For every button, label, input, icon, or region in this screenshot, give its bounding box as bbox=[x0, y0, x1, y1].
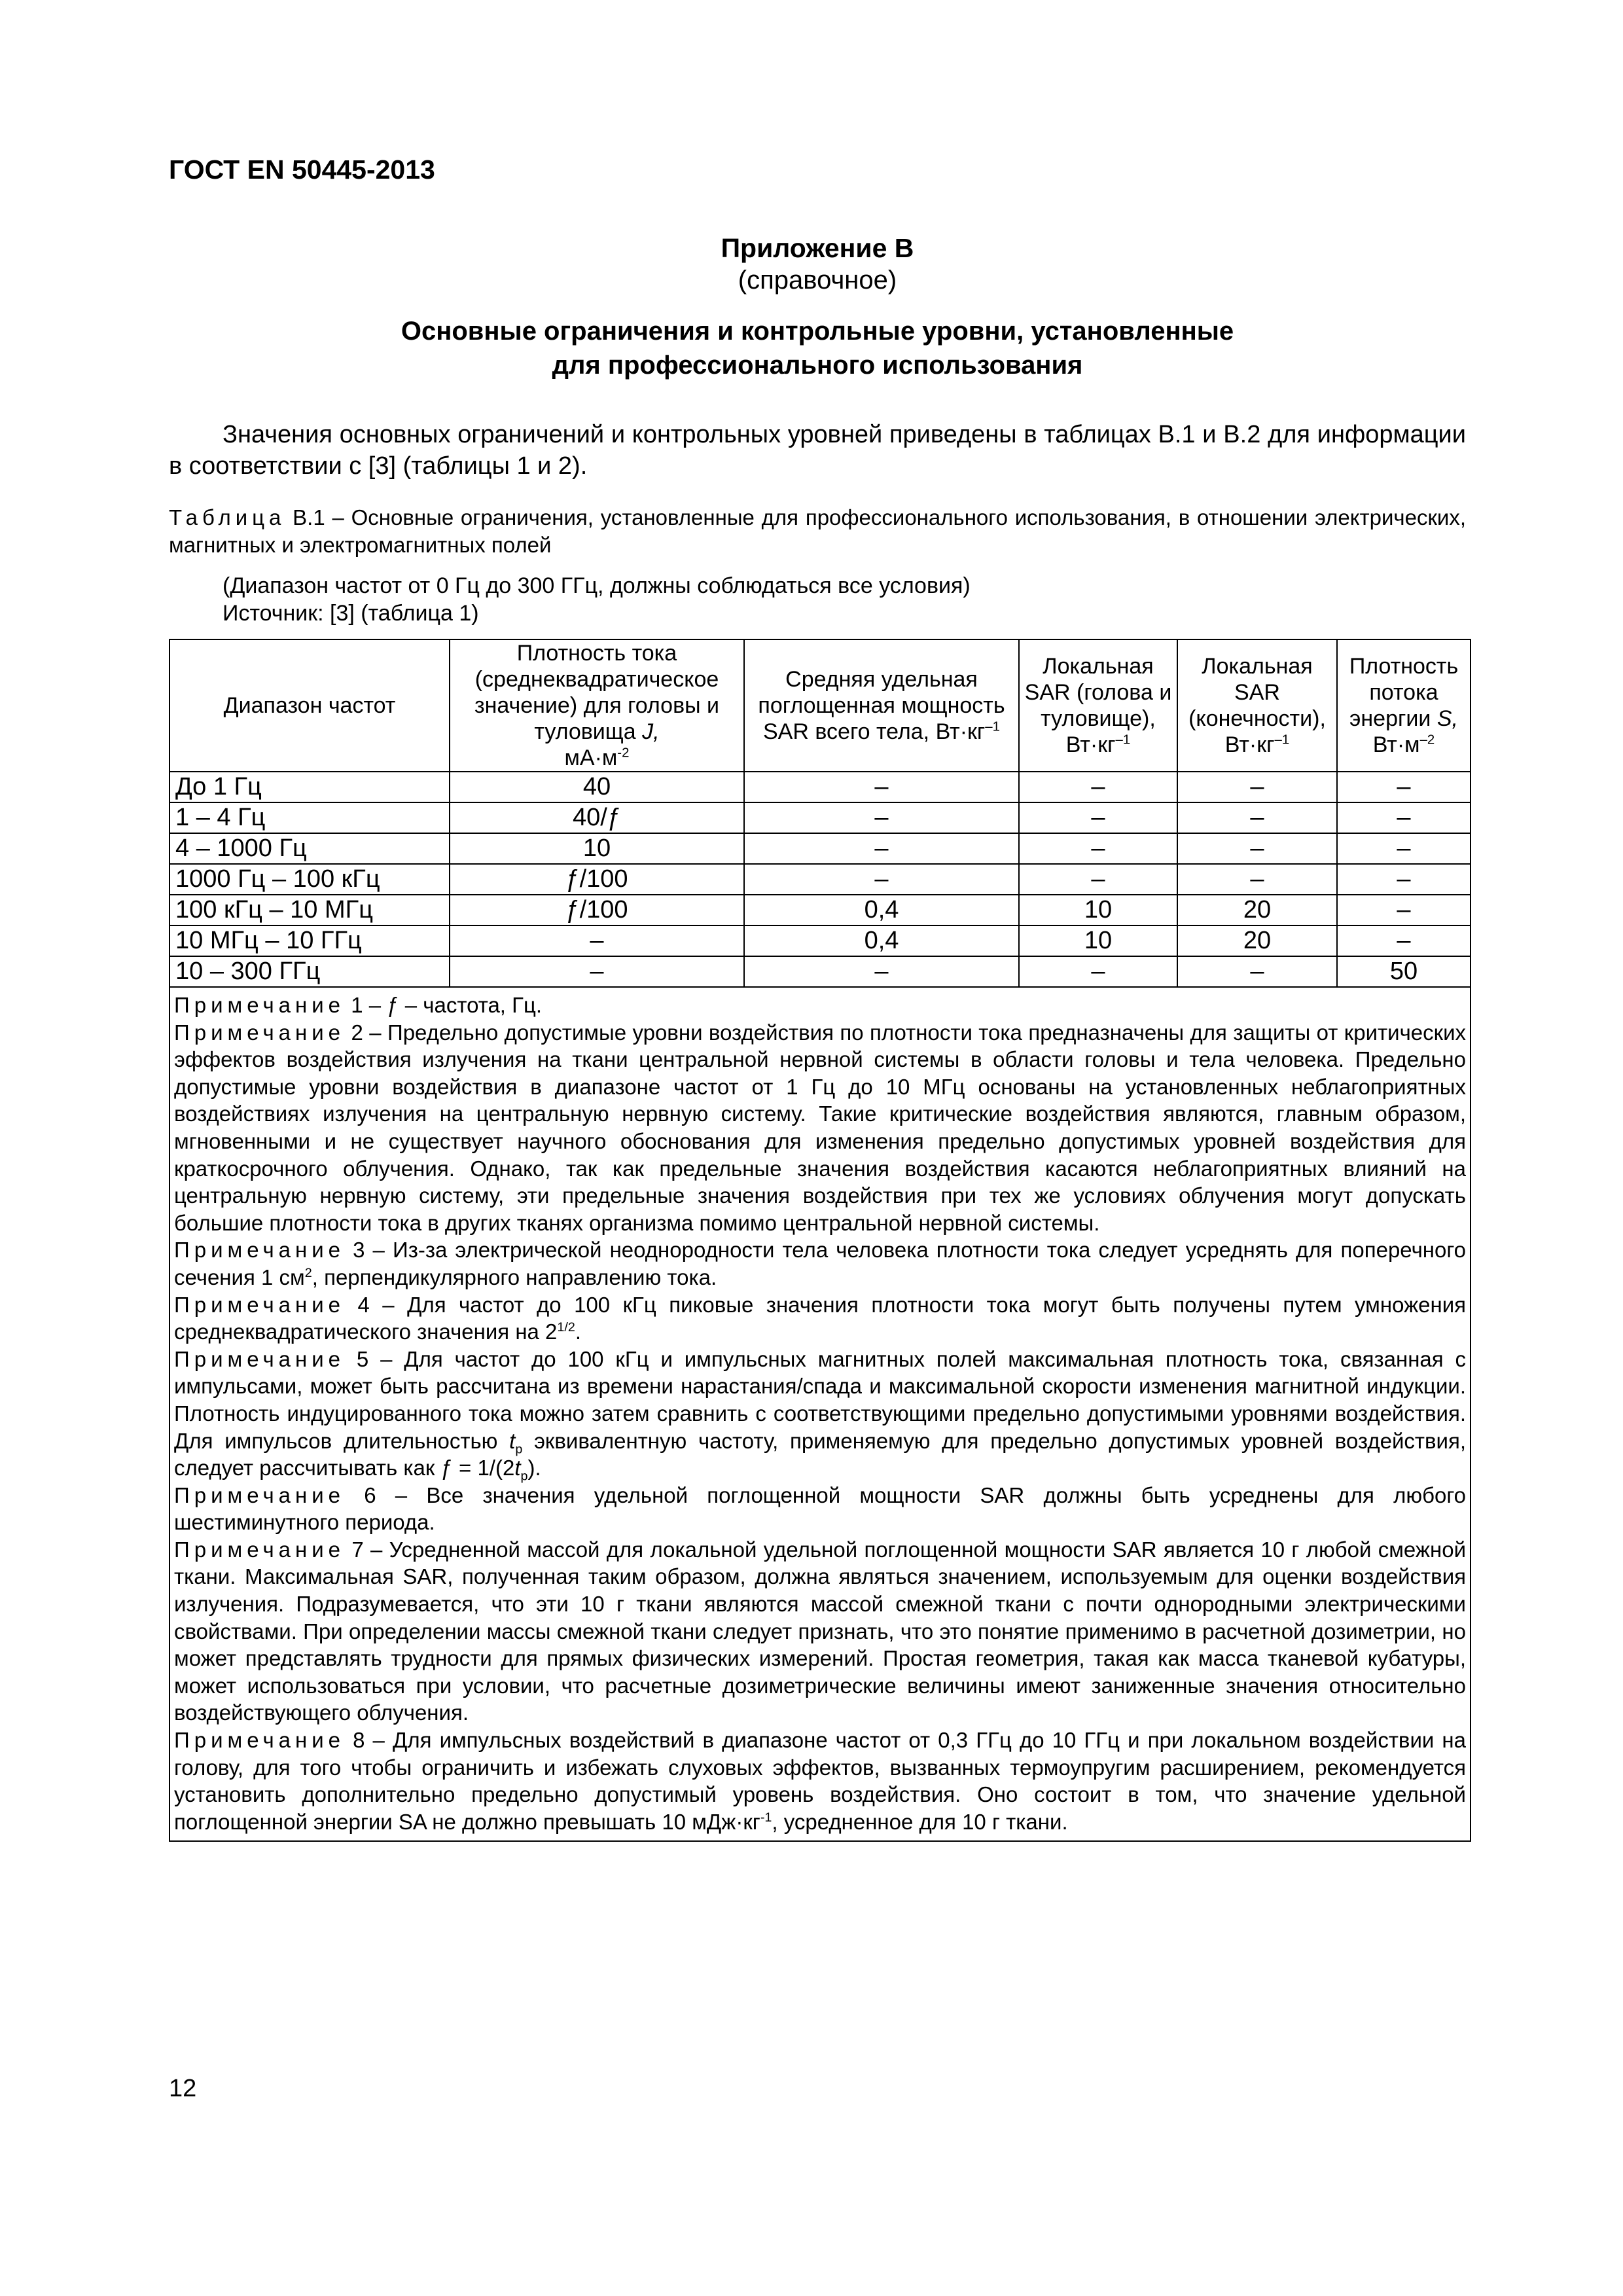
cell-local-sar-head: – bbox=[1019, 956, 1177, 987]
note-text: , перпендикулярного направлению тока. bbox=[312, 1265, 717, 1289]
note-text: эквивалентную частоту, применяемую для предельно допустимых уровней воздействия, следует рассчитывать как ƒ = 1/(2 bbox=[174, 1428, 1467, 1480]
header-current-density-text: Плотность тока (среднеквадратическое значение) для головы и туловища bbox=[474, 641, 720, 744]
cell-local-sar-limbs: – bbox=[1177, 833, 1337, 864]
table-row bbox=[169, 925, 1471, 956]
note-8 bbox=[174, 1727, 1466, 1835]
cell-whole-body-sar: – bbox=[744, 956, 1019, 987]
cell-frequency-range: 100 кГц – 10 МГц bbox=[169, 895, 450, 925]
cell-whole-body-sar: 0,4 bbox=[744, 925, 1019, 956]
cell-local-sar-head: – bbox=[1019, 833, 1177, 864]
note-1 bbox=[174, 992, 1466, 1019]
header-current-density-exp: -2 bbox=[617, 745, 630, 761]
table-row bbox=[169, 833, 1471, 864]
table-row bbox=[169, 864, 1471, 895]
note-subscript: p bbox=[515, 1442, 523, 1457]
table-caption-label: Таблица bbox=[169, 505, 286, 529]
note-text: ƒ – частота, Гц. bbox=[387, 993, 543, 1017]
note-subscript: p bbox=[520, 1469, 528, 1484]
table-row bbox=[169, 772, 1471, 802]
cell-whole-body-sar: – bbox=[744, 833, 1019, 864]
note-number: 2 – bbox=[351, 1020, 382, 1045]
cell-local-sar-limbs: 20 bbox=[1177, 925, 1337, 956]
cell-current-density: 40/ƒ bbox=[450, 802, 744, 833]
cell-power-density: – bbox=[1337, 895, 1471, 925]
note-7 bbox=[174, 1536, 1466, 1727]
note-label: Примечание bbox=[174, 1482, 346, 1507]
cell-local-sar-limbs: – bbox=[1177, 772, 1337, 802]
annex-subtitle: (справочное) bbox=[738, 266, 897, 295]
cell-frequency-range: До 1 Гц bbox=[169, 772, 450, 802]
table-notes bbox=[169, 987, 1471, 1841]
page-number: 12 bbox=[169, 2075, 197, 2102]
cell-power-density: 50 bbox=[1337, 956, 1471, 987]
note-number: 3 – bbox=[353, 1238, 385, 1263]
note-text: . bbox=[575, 1319, 582, 1344]
cell-frequency-range: 1000 Гц – 100 кГц bbox=[169, 864, 450, 895]
cell-local-sar-head: – bbox=[1019, 802, 1177, 833]
note-label: Примечание bbox=[174, 1346, 346, 1371]
cell-current-density: ƒ/100 bbox=[450, 895, 744, 925]
note-superscript: -1 bbox=[760, 1810, 772, 1825]
cell-local-sar-head: 10 bbox=[1019, 925, 1177, 956]
header-whole-body-sar-text: Средняя удельная поглощенная мощность SAR всего тела, Вт·кг bbox=[758, 667, 1005, 744]
header-local-sar-limbs-exp: –1 bbox=[1274, 732, 1290, 747]
document-id: ГОСТ EN 50445-2013 bbox=[169, 154, 435, 185]
note-label: Примечание bbox=[174, 1238, 346, 1263]
table-caption-text: В.1 – Основные ограничения, установленные для профессионального использования, в отношении электрических, магнитных и электромагнитных полей bbox=[169, 505, 1467, 557]
header-power-density bbox=[1337, 639, 1471, 772]
table-row bbox=[169, 956, 1471, 987]
header-current-density-symbol: J, bbox=[642, 719, 660, 744]
header-power-density-text: Плотность потока энергии bbox=[1349, 654, 1459, 731]
cell-current-density: – bbox=[450, 956, 744, 987]
cell-whole-body-sar: 0,4 bbox=[744, 895, 1019, 925]
table-notes-row bbox=[169, 987, 1471, 1841]
header-local-sar-limbs-unit: Вт·кг bbox=[1224, 732, 1275, 757]
cell-frequency-range: 4 – 1000 Гц bbox=[169, 833, 450, 864]
header-whole-body-sar bbox=[744, 639, 1019, 772]
note-text: Из-за электрической неоднородности тела человека плотности тока следует усреднять для поперечного сечения 1 см bbox=[174, 1238, 1467, 1289]
note-label: Примечание bbox=[174, 993, 346, 1017]
cell-power-density: – bbox=[1337, 802, 1471, 833]
cell-power-density: – bbox=[1337, 864, 1471, 895]
table-source: Источник: [3] (таблица 1) bbox=[223, 601, 479, 626]
header-local-sar-limbs-text: Локальная SAR (конечности), bbox=[1188, 654, 1326, 731]
note-6 bbox=[174, 1482, 1466, 1536]
annex-heading bbox=[169, 314, 1466, 382]
header-local-sar-head bbox=[1019, 639, 1177, 772]
header-power-density-symbol: S, bbox=[1436, 706, 1458, 731]
table-row bbox=[169, 895, 1471, 925]
header-local-sar-head-unit: Вт·кг bbox=[1065, 732, 1116, 757]
cell-local-sar-head: 10 bbox=[1019, 895, 1177, 925]
cell-current-density: – bbox=[450, 925, 744, 956]
note-variable: t bbox=[514, 1456, 521, 1480]
table-header-row bbox=[169, 639, 1471, 772]
cell-whole-body-sar: – bbox=[744, 864, 1019, 895]
basic-restrictions-table bbox=[169, 639, 1471, 1842]
cell-local-sar-head: – bbox=[1019, 864, 1177, 895]
note-2 bbox=[174, 1019, 1466, 1237]
cell-local-sar-limbs: – bbox=[1177, 864, 1337, 895]
cell-current-density: 40 bbox=[450, 772, 744, 802]
cell-power-density: – bbox=[1337, 925, 1471, 956]
note-text: , усредненное для 10 г ткани. bbox=[772, 1809, 1068, 1834]
note-number: 1 – bbox=[351, 993, 382, 1017]
intro-paragraph: Значения основных ограничений и контрольных уровней приведены в таблицах В.1 и В.2 для информации в соответствии с [3] (таблицы 1 и 2). bbox=[169, 421, 1466, 480]
cell-local-sar-head: – bbox=[1019, 772, 1177, 802]
note-number: 7 – bbox=[351, 1537, 383, 1562]
note-3 bbox=[174, 1236, 1466, 1291]
cell-current-density: ƒ/100 bbox=[450, 864, 744, 895]
annex-title: Приложение В bbox=[721, 233, 914, 263]
note-text: Все значения удельной поглощенной мощности SAR должны быть усреднены для любого шестиминутного периода. bbox=[174, 1482, 1467, 1535]
header-local-sar-head-exp: –1 bbox=[1115, 732, 1131, 747]
header-local-sar-limbs bbox=[1177, 639, 1337, 772]
note-text: Предельно допустимые уровни воздействия по плотности тока предназначены для защиты от критических эффектов воздействия излучения на ткани центральной нервной системы в области головы и тела человека. Предельно допустимые уровни воздействия в диапазоне частот от 1 Гц до 10 МГц основаны на установленных неблагоприятных воздействиях излучения на центральную нервную систему. Такие критические воздействия являются, главным образом, мгновенными и не существует научного обоснования для изменения предельно допустимых уровней воздействия для краткосрочного облучения. Однако, так как предельные значения воздействия касаются неблагоприятных влияний на центральную нервную систему, эти предельные значения воздействия при тех же условиях облучения могут допускать большие плотности тока в других тканях организма помимо центральной нервной системы. bbox=[174, 1020, 1466, 1235]
cell-frequency-range: 1 – 4 Гц bbox=[169, 802, 450, 833]
note-label: Примечание bbox=[174, 1292, 346, 1317]
annex-heading-line-2: для профессионального использования bbox=[552, 351, 1083, 380]
note-label: Примечание bbox=[174, 1020, 346, 1045]
note-5 bbox=[174, 1346, 1466, 1482]
cell-whole-body-sar: – bbox=[744, 772, 1019, 802]
header-current-density-unit: мА·м bbox=[564, 745, 618, 770]
header-current-density bbox=[450, 639, 744, 772]
header-power-density-exp: –2 bbox=[1419, 732, 1435, 747]
cell-power-density: – bbox=[1337, 772, 1471, 802]
table-row bbox=[169, 802, 1471, 833]
frequency-range-note: (Диапазон частот от 0 Гц до 300 ГГц, должны соблюдаться все условия) bbox=[223, 573, 971, 598]
note-text: Для частот до 100 кГц пиковые значения плотности тока могут быть получены путем умножения среднеквадратического значения на 2 bbox=[174, 1292, 1467, 1344]
cell-frequency-range: 10 – 300 ГГц bbox=[169, 956, 450, 987]
note-variable: t bbox=[509, 1428, 516, 1453]
header-frequency-range: Диапазон частот bbox=[169, 639, 450, 772]
cell-local-sar-limbs: 20 bbox=[1177, 895, 1337, 925]
note-label: Примечание bbox=[174, 1537, 346, 1562]
cell-local-sar-limbs: – bbox=[1177, 802, 1337, 833]
note-text: Для импульсных воздействий в диапазоне частот от 0,3 ГГц до 10 ГГц и при локальном воздействии на голову, для того чтобы ограничить и избежать слуховых эффектов, вызванных термоупругим расширением, рекомендуется установить дополнительно предельно допустимый уровень воздействия. Оно состоит в том, что значение удельной поглощенной энергии SA не должно превышать 10 мДж·кг bbox=[174, 1728, 1467, 1834]
cell-current-density: 10 bbox=[450, 833, 744, 864]
cell-power-density: – bbox=[1337, 833, 1471, 864]
header-power-density-unit: Вт·м bbox=[1372, 732, 1420, 757]
note-number: 4 – bbox=[357, 1292, 395, 1317]
note-number: 6 – bbox=[364, 1482, 408, 1507]
table-caption bbox=[169, 504, 1466, 559]
header-local-sar-head-text: Локальная SAR (голова и туловище), bbox=[1024, 654, 1172, 731]
note-text: Для частот до 100 кГц и импульсных магнитных полей максимальная плотность тока, связанная с импульсами, может быть рассчитана из времени нарастания/спада и максимальной скорости изменения магнитной индукции. Плотность индуцированного тока можно затем сравнить с соответствующими предельно допустимыми уровнями воздействия. Для импульсов длительностью bbox=[174, 1346, 1466, 1453]
note-4 bbox=[174, 1291, 1466, 1346]
cell-local-sar-limbs: – bbox=[1177, 956, 1337, 987]
note-number: 8 – bbox=[353, 1728, 385, 1753]
note-superscript: 2 bbox=[304, 1265, 312, 1280]
note-superscript: 1/2 bbox=[557, 1320, 575, 1335]
note-text: ). bbox=[527, 1456, 541, 1480]
note-text: Усредненной массой для локальной удельной поглощенной мощности SAR является 10 г любой смежной ткани. Максимальная SAR, полученная таким образом, должна являться значением, используемым для оценки воздействия излучения. Подразумевается, что эти 10 г ткани являются массой смежной ткани с почти однородными электрическими свойствами. При определении массы смежной ткани следует признать, что это понятие применимо в расчетной дозиметрии, но может представлять трудности для прямых физических измерений. Простая геометрия, такая как масса тканевой кубатуры, может использоваться при условии, что расчетные дозиметрические величины имеют заниженные значения относительно воздействующего облучения. bbox=[174, 1537, 1466, 1725]
header-whole-body-sar-exp: –1 bbox=[985, 719, 1000, 734]
cell-frequency-range: 10 МГц – 10 ГГц bbox=[169, 925, 450, 956]
note-label: Примечание bbox=[174, 1728, 346, 1753]
note-number: 5 – bbox=[356, 1346, 393, 1371]
cell-whole-body-sar: – bbox=[744, 802, 1019, 833]
annex-heading-line-1: Основные ограничения и контрольные уровни, установленные bbox=[401, 317, 1234, 346]
